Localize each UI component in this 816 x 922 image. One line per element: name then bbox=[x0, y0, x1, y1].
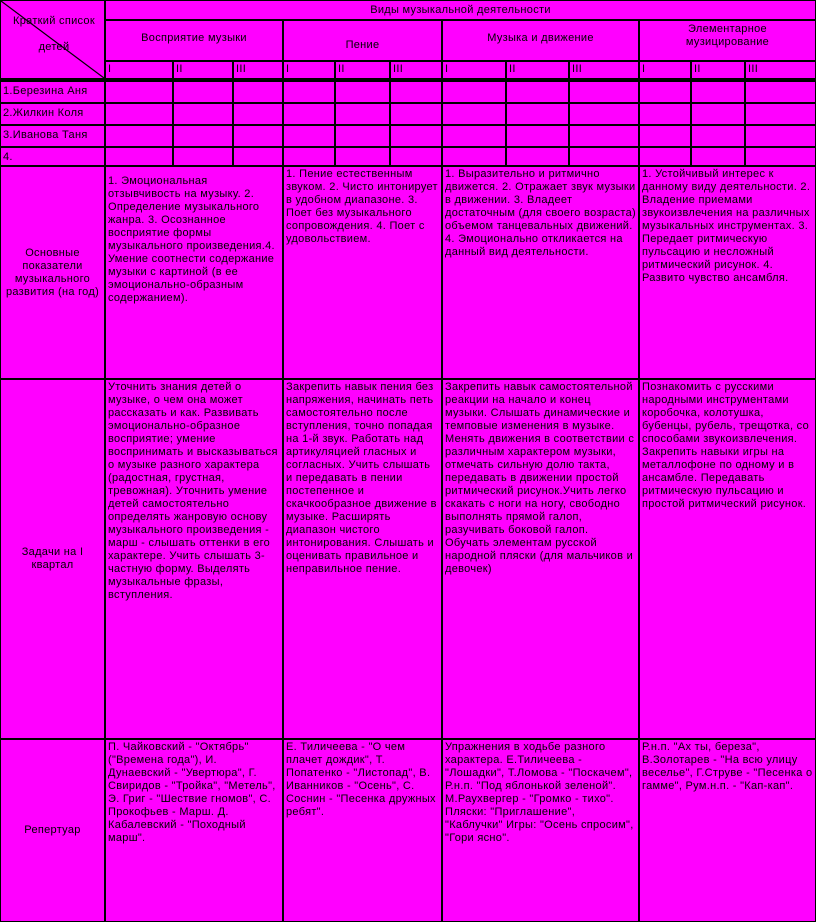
category-header-movement: Музыка и движение bbox=[443, 21, 638, 60]
quarter-header: II bbox=[174, 62, 232, 78]
quarter-header: III bbox=[746, 62, 815, 78]
assessment-cell bbox=[234, 148, 282, 165]
corner-label-line1: Краткий список bbox=[13, 15, 95, 27]
section-cell: Закрепить навык самостоятельной реакции на начало и конец музыки. Слышать динамические и темповые изменения в музыке. Менять движения в соответствии с различным характером музыки, отмечать сильную долю такта, передавать в движении простой ритмический рисунок.Учить легко скакать с ноги на ногу, свободно выполнять прямой галоп, разучивать боковой галоп. Обучать элементам русской народной пляски (для мальчиков и девочек) bbox=[443, 380, 638, 738]
assessment-cell bbox=[336, 82, 389, 102]
assessment-cell bbox=[174, 148, 232, 165]
section-cell: Уточнить знания детей о музыке, о чем она может рассказать и как. Развивать эмоционально-образное восприятие; умение воспринимать и высказываться о музыке разного характера (радостная, грустная, тревожная). Уточнить умение детей самостоятельно определять жанровую основу музыкального произведения - марш - слышать оттенки в его характере. Учить слышать 3-частную форму. Выделять музыкальные фразы, вступления. bbox=[106, 380, 282, 738]
assessment-cell bbox=[174, 82, 232, 102]
section-cell: 1. Выразительно и ритмично движется. 2. Отражает звук музыки в движении. 3. Владеет достаточным (для своего возраста) объемом танцевальных движений. 4. Эмоционально откликается на данный вид деятельности. bbox=[443, 167, 638, 378]
assessment-cell bbox=[692, 82, 744, 102]
assessment-cell bbox=[507, 148, 568, 165]
assessment-cell bbox=[443, 82, 505, 102]
assessment-cell bbox=[692, 148, 744, 165]
assessment-cell bbox=[336, 126, 389, 146]
section-cell: Познакомить с русскими народными инструментами коробочка, колотушка, бубенцы, рубель, трещотка, со способами звукоизвлечения. Закрепить навыки игры на металлофоне по одному и в ансамбле. Передавать ритмическую пульсацию и простой ритмический рисунок. bbox=[640, 380, 815, 738]
assessment-cell bbox=[391, 126, 441, 146]
quarter-header: I bbox=[443, 62, 505, 78]
assessment-cell bbox=[234, 126, 282, 146]
assessment-cell bbox=[746, 82, 815, 102]
assessment-cell bbox=[570, 82, 638, 102]
section-cell: 1. Эмоциональная отзывчивость на музыку. 2. Определение музыкального жанра. 3. Осознанное восприятие формы музыкального произведения.4. Умение соотнести содержание музыки с картиной (в ее эмоционально-образным содержанием). bbox=[106, 167, 282, 378]
section-cell: Закрепить навык пения без напряжения, начинать петь самостоятельно после вступления, точно попадая на 1-й звук. Работать над артикуляцией гласных и согласных. Учить слышать и передавать в пении постепенное и скачкообразное движение в музыке. Расширять диапазон чистого интонирования. Слышать и оценивать правильное и неправильное пение. bbox=[284, 380, 441, 738]
quarter-header: II bbox=[507, 62, 568, 78]
corner-label-line2: детей bbox=[38, 41, 70, 53]
assessment-cell bbox=[284, 82, 334, 102]
assessment-cell bbox=[174, 126, 232, 146]
category-header-music-making: Элементарное музицирование bbox=[640, 21, 815, 60]
section-label-tasks: Задачи на I квартал bbox=[1, 380, 104, 738]
assessment-cell bbox=[746, 104, 815, 124]
table-title: Виды музыкальной деятельности bbox=[106, 1, 815, 19]
assessment-cell bbox=[507, 126, 568, 146]
corner-label bbox=[4, 2, 104, 54]
assessment-cell bbox=[640, 148, 690, 165]
quarter-header: III bbox=[234, 62, 282, 78]
assessment-cell bbox=[336, 148, 389, 165]
assessment-cell bbox=[746, 148, 815, 165]
section-cell: Упражнения в ходьбе разного характера. Е.Тиличеева - "Лошадки", Т.Ломова - "Поскачем", Р.н.п. "Под яблонькой зеленой". М.Раухвергер - "Громко - тихо". Пляски: "Приглашение", "Каблучки" Игры: "Осень спросим", "Гори ясно". bbox=[443, 740, 638, 921]
assessment-cell bbox=[284, 104, 334, 124]
assessment-cell bbox=[106, 104, 172, 124]
assessment-cell bbox=[391, 104, 441, 124]
section-cell: 1. Пение естественным звуком. 2. Чисто интонирует в удобном диапазоне. 3. Поет без музыкального сопровождения. 4. Поет с удовольствием. bbox=[284, 167, 441, 378]
assessment-cell bbox=[746, 126, 815, 146]
assessment-cell bbox=[174, 104, 232, 124]
section-cell: 1. Устойчивый интерес к данному виду деятельности. 2. Владение приемами звукоизвлечения на различных музыкальных инструментах. 3. Передает ритмическую пульсацию и несложный ритмический рисунок. 4. Развито чувство ансамбля. bbox=[640, 167, 815, 378]
assessment-cell bbox=[443, 104, 505, 124]
assessment-cell bbox=[570, 148, 638, 165]
section-label-repertoire: Репертуар bbox=[1, 740, 104, 921]
quarter-header: II bbox=[336, 62, 389, 78]
assessment-cell bbox=[640, 82, 690, 102]
child-name: 2.Жилкин Коля bbox=[1, 104, 104, 124]
assessment-cell bbox=[570, 126, 638, 146]
quarter-header: II bbox=[692, 62, 744, 78]
category-header-singing: Пение bbox=[284, 21, 441, 60]
assessment-cell bbox=[106, 148, 172, 165]
section-cell: Е. Тиличеева - "О чем плачет дождик", Т. Попатенко - "Листопад", В. Иванников - "Осень", С. Соснин - "Песенка дружных ребят". bbox=[284, 740, 441, 921]
assessment-cell bbox=[284, 148, 334, 165]
quarter-header: I bbox=[106, 62, 172, 78]
child-name: 3.Иванова Таня bbox=[1, 126, 104, 146]
assessment-cell bbox=[570, 104, 638, 124]
assessment-cell bbox=[391, 82, 441, 102]
assessment-cell bbox=[234, 82, 282, 102]
assessment-cell bbox=[234, 104, 282, 124]
section-cell: Р.н.п. "Ах ты, береза", В.Золотарев - "На всю улицу веселье", Г.Струве - "Песенка о гамме", Рум.н.п. - "Кап-кап". bbox=[640, 740, 815, 921]
section-label-indicators: Основные показатели музыкального развития (на год) bbox=[1, 167, 104, 378]
assessment-cell bbox=[106, 82, 172, 102]
quarter-header: III bbox=[570, 62, 638, 78]
assessment-cell bbox=[106, 126, 172, 146]
assessment-cell bbox=[640, 126, 690, 146]
assessment-cell bbox=[692, 126, 744, 146]
quarter-header: I bbox=[284, 62, 334, 78]
section-cell: П. Чайковский - "Октябрь" ("Времена года"), И. Дунаевский - "Увертюра", Г. Свиридов - "Тройка", "Метель", Э. Григ - "Шествие гномов", С. Прокофьев - Марш. Д. Кабалевский - "Походный марш". bbox=[106, 740, 282, 921]
assessment-cell bbox=[391, 148, 441, 165]
corner-header bbox=[1, 1, 104, 78]
quarter-header: III bbox=[391, 62, 441, 78]
assessment-cell bbox=[507, 82, 568, 102]
assessment-cell bbox=[284, 126, 334, 146]
quarter-header: I bbox=[640, 62, 690, 78]
assessment-cell bbox=[507, 104, 568, 124]
child-name: 4. bbox=[1, 148, 104, 165]
assessment-cell bbox=[640, 104, 690, 124]
assessment-cell bbox=[443, 148, 505, 165]
child-name: 1.Березина Аня bbox=[1, 82, 104, 102]
assessment-cell bbox=[692, 104, 744, 124]
assessment-cell bbox=[443, 126, 505, 146]
assessment-cell bbox=[336, 104, 389, 124]
category-header-perception: Восприятие музыки bbox=[106, 21, 282, 60]
